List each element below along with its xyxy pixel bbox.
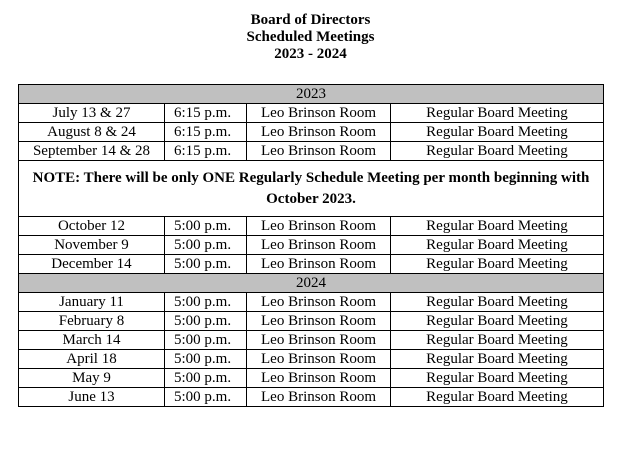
meeting-location: Leo Brinson Room — [247, 293, 391, 312]
meeting-location: Leo Brinson Room — [247, 388, 391, 407]
meeting-date: August 8 & 24 — [19, 123, 165, 142]
meeting-location: Leo Brinson Room — [247, 350, 391, 369]
meeting-date: November 9 — [19, 236, 165, 255]
meeting-time: 5:00 p.m. — [165, 255, 247, 274]
title-line-subject: Scheduled Meetings — [246, 29, 375, 45]
meeting-location: Leo Brinson Room — [247, 104, 391, 123]
meeting-time: 5:00 p.m. — [165, 350, 247, 369]
table-row — [19, 388, 604, 407]
meeting-date: July 13 & 27 — [19, 104, 165, 123]
meeting-type: Regular Board Meeting — [391, 388, 604, 407]
table-row — [19, 236, 604, 255]
meeting-date: January 11 — [19, 293, 165, 312]
table-row — [19, 142, 604, 161]
meeting-type: Regular Board Meeting — [391, 331, 604, 350]
meeting-location: Leo Brinson Room — [247, 217, 391, 236]
meeting-time: 5:00 p.m. — [165, 312, 247, 331]
meeting-date: September 14 & 28 — [19, 142, 165, 161]
meeting-location: Leo Brinson Room — [247, 236, 391, 255]
meeting-time: 6:15 p.m. — [165, 142, 247, 161]
title-line-organization: Board of Directors — [250, 12, 371, 28]
meeting-location: Leo Brinson Room — [247, 123, 391, 142]
meeting-time: 5:00 p.m. — [165, 369, 247, 388]
meeting-schedule-table — [18, 84, 604, 407]
meeting-time: 6:15 p.m. — [165, 104, 247, 123]
meeting-date: February 8 — [19, 312, 165, 331]
meeting-type: Regular Board Meeting — [391, 104, 604, 123]
year-header-row-2023 — [19, 85, 604, 104]
title-line-years: 2023 - 2024 — [274, 46, 347, 62]
meeting-date: March 14 — [19, 331, 165, 350]
meeting-location: Leo Brinson Room — [247, 369, 391, 388]
year-header-row-2024 — [19, 274, 604, 293]
meeting-location: Leo Brinson Room — [247, 142, 391, 161]
meeting-location: Leo Brinson Room — [247, 312, 391, 331]
meeting-type: Regular Board Meeting — [391, 123, 604, 142]
table-row — [19, 123, 604, 142]
meeting-date: April 18 — [19, 350, 165, 369]
meeting-date: May 9 — [19, 369, 165, 388]
table-row — [19, 293, 604, 312]
meeting-type: Regular Board Meeting — [391, 217, 604, 236]
table-row — [19, 369, 604, 388]
meeting-time: 6:15 p.m. — [165, 123, 247, 142]
meeting-location: Leo Brinson Room — [247, 331, 391, 350]
meeting-date: December 14 — [19, 255, 165, 274]
table-row — [19, 217, 604, 236]
meeting-date: October 12 — [19, 217, 165, 236]
table-row — [19, 350, 604, 369]
meeting-type: Regular Board Meeting — [391, 312, 604, 331]
meeting-time: 5:00 p.m. — [165, 331, 247, 350]
note-row — [19, 161, 604, 217]
table-row — [19, 312, 604, 331]
meeting-time: 5:00 p.m. — [165, 236, 247, 255]
document-title — [0, 12, 621, 63]
schedule-note: NOTE: There will be only ONE Regularly Schedule Meeting per month beginning with October 2023. — [19, 161, 604, 217]
year-header-2024: 2024 — [19, 274, 604, 293]
table-row — [19, 331, 604, 350]
year-header-2023: 2023 — [19, 85, 604, 104]
meeting-type: Regular Board Meeting — [391, 293, 604, 312]
meeting-type: Regular Board Meeting — [391, 369, 604, 388]
meeting-type: Regular Board Meeting — [391, 142, 604, 161]
meeting-time: 5:00 p.m. — [165, 388, 247, 407]
meeting-type: Regular Board Meeting — [391, 350, 604, 369]
table-row — [19, 255, 604, 274]
meeting-type: Regular Board Meeting — [391, 236, 604, 255]
table-row — [19, 104, 604, 123]
meeting-type: Regular Board Meeting — [391, 255, 604, 274]
meeting-time: 5:00 p.m. — [165, 217, 247, 236]
meeting-time: 5:00 p.m. — [165, 293, 247, 312]
meeting-location: Leo Brinson Room — [247, 255, 391, 274]
meeting-date: June 13 — [19, 388, 165, 407]
